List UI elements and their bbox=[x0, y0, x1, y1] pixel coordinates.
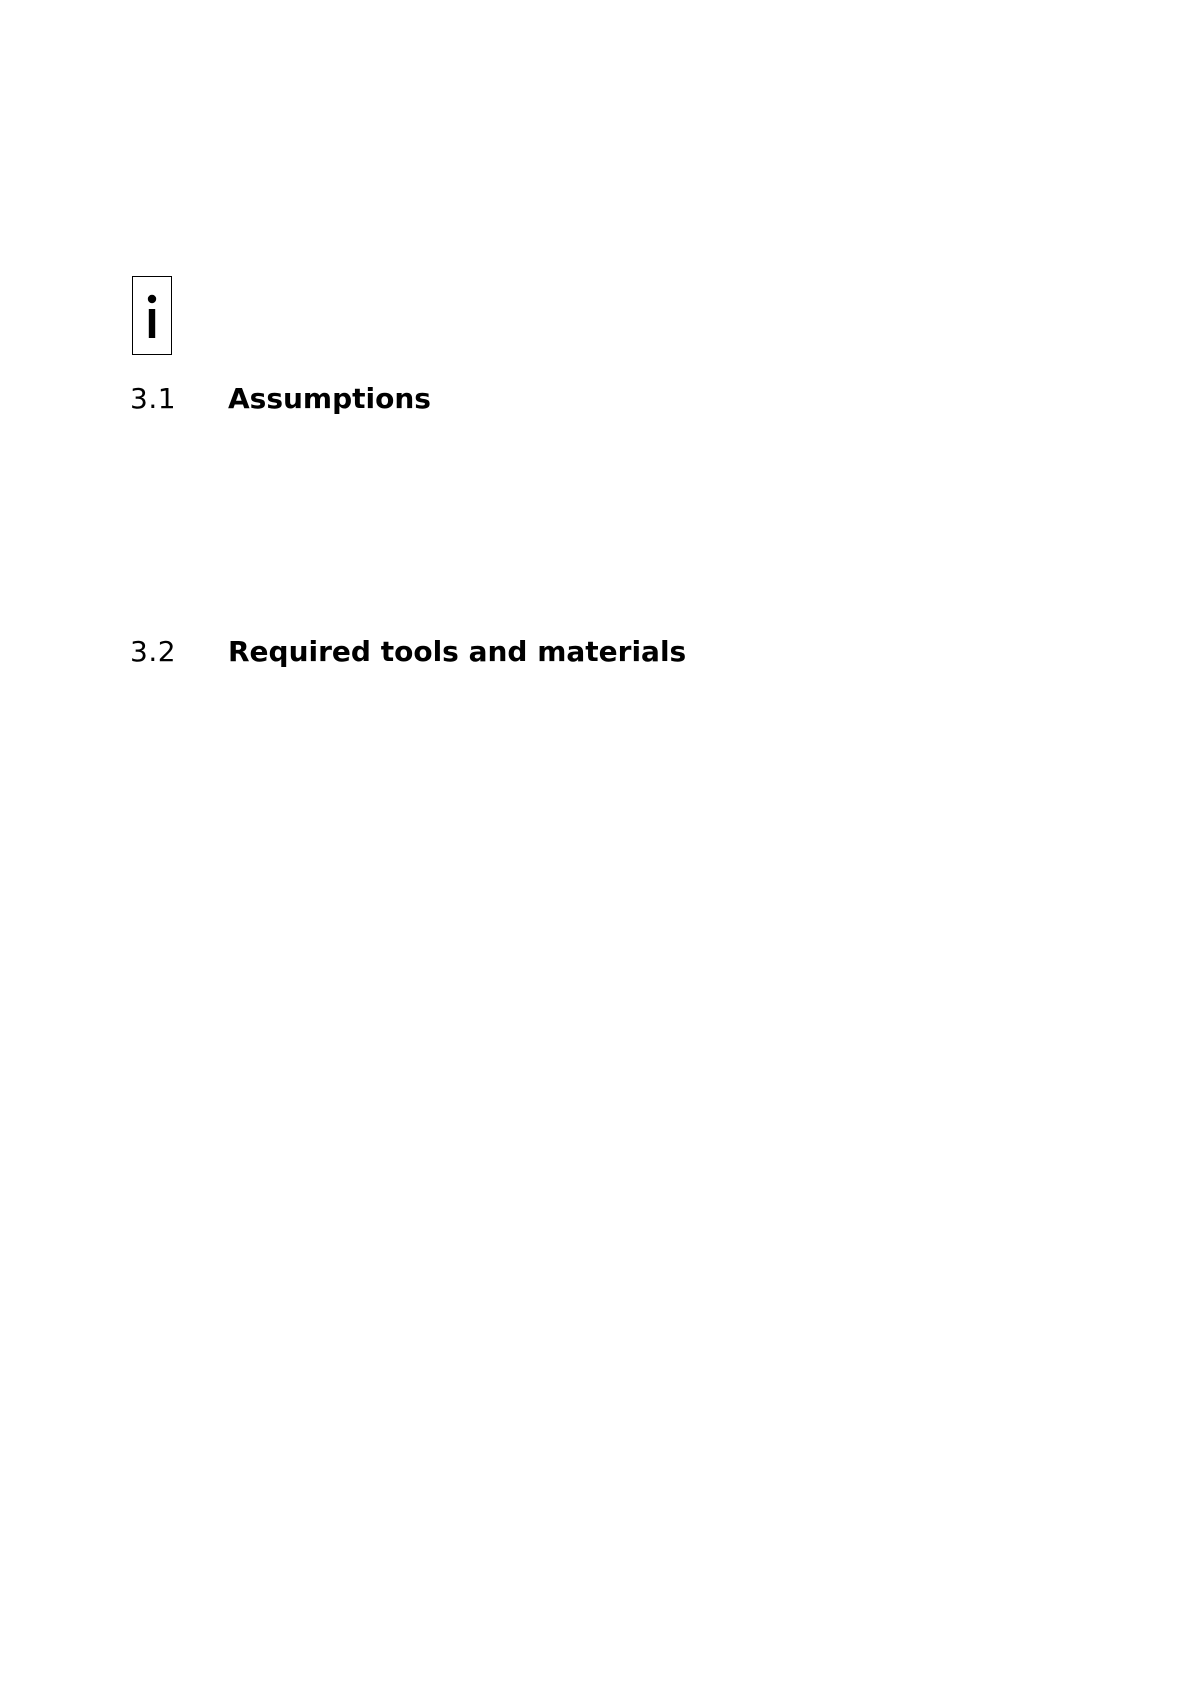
info-icon bbox=[132, 276, 172, 355]
section-number: 3.1 bbox=[130, 381, 177, 415]
info-glyph bbox=[142, 292, 162, 340]
section-number: 3.2 bbox=[130, 634, 177, 668]
section-title: Required tools and materials bbox=[228, 634, 687, 668]
section-title: Assumptions bbox=[228, 381, 431, 415]
